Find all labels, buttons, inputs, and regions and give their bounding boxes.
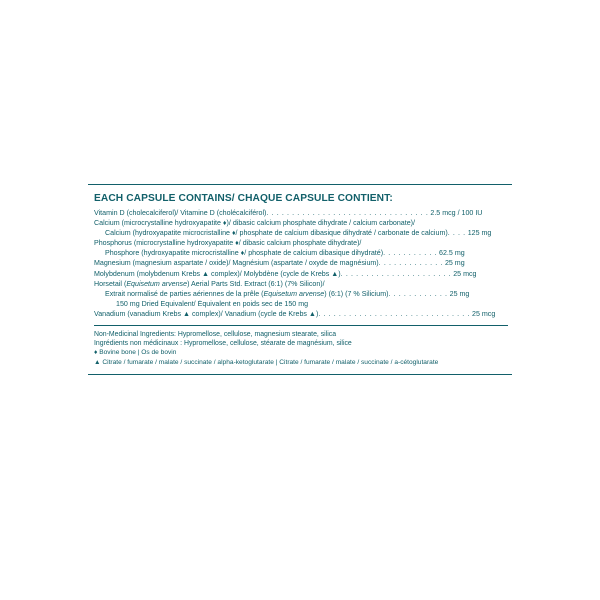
ingredient-amount: 25 mcg xyxy=(472,309,496,318)
ingredient-name: Vanadium (vanadium Krebs ▲ complex)/ Vanadium (cycle de Krebs ▲) xyxy=(94,309,319,318)
ingredient-amount: 25 mg xyxy=(449,289,470,298)
ingredient-name: Molybdenum (molybdenum Krebs ▲ complex)/ Molybdène (cycle de Krebs ▲) xyxy=(94,269,341,278)
panel-title: EACH CAPSULE CONTAINS/ CHAQUE CAPSULE CONTIENT: xyxy=(94,193,393,204)
ingredient-name: Calcium (microcrystalline hydroxyapatite ♦)/ dibasic calcium phosphate dihydrate / calcium carbonate)/ xyxy=(94,219,416,228)
section-divider xyxy=(94,325,508,326)
ingredient-name: Phosphorus (microcrystalline hydroxyapatite ♦/ dibasic calcium phosphate dihydrate)/ xyxy=(94,239,362,248)
ingredient-amount: 62.5 mg xyxy=(439,249,465,258)
diamond-footnote: ♦ Bovine bone | Os de bovin xyxy=(94,349,177,357)
leader-dots: . . . . . . . . . . . . . . . . . . . . . . xyxy=(340,269,452,278)
ingredient-row xyxy=(94,259,508,269)
ingredient-row xyxy=(94,290,508,300)
leader-dots: . . . . . . . . . . . . . . . . . . . . . . . . . . . . . . . . xyxy=(266,209,429,217)
leader-dots: . . . . . . . . . . . . . . . . . . . . . . . . . . . . . . xyxy=(318,309,471,318)
ingredient-row xyxy=(94,300,508,310)
leader-dots: . . . . . . . . . . . . xyxy=(388,289,448,298)
ingredient-name: Calcium (hydroxyapatite microcristalline ♦/ phosphate de calcium dibasique dihydraté / carbonate de calcium) xyxy=(105,229,448,238)
non-medicinal-ingredients-fr: Ingrédients non médicinaux : Hypromellose, cellulose, stéarate de magnésium, silice xyxy=(94,339,352,347)
ingredient-row xyxy=(94,280,508,290)
ingredient-rows xyxy=(94,209,508,320)
ingredient-row xyxy=(94,219,508,229)
ingredient-row xyxy=(94,209,508,219)
ingredient-row xyxy=(94,239,508,249)
leader-dots: . . . . . . . . . . . . . xyxy=(378,259,443,268)
non-medicinal-ingredients-en: Non-Medicinal Ingredients: Hypromellose, cellulose, magnesium stearate, silica xyxy=(94,330,337,338)
ingredient-row xyxy=(94,249,508,259)
ingredient-amount: 125 mg xyxy=(467,229,492,238)
leader-dots: . . . . xyxy=(447,229,466,238)
ingredient-name: Magnesium (magnesium aspartate / oxide)/ Magnésium (aspartate / oxyde de magnésium) xyxy=(94,259,379,268)
ingredient-name: Extrait normalisé de parties aériennes de la prêle (Equisetum arvense) (6:1) (7 % Silicium) xyxy=(105,289,389,298)
ingredient-row xyxy=(94,229,508,239)
ingredient-name: Phosphore (hydroxyapatite microcristalline ♦/ phosphate de calcium dibasique dihydraté) xyxy=(105,249,384,258)
leader-dots: . . . . . . . . . . . xyxy=(383,249,438,258)
footnotes xyxy=(94,330,508,368)
ingredient-name: Vitamin D (cholecalciferol)/ Vitamine D (cholécalciférol) xyxy=(94,209,267,217)
ingredient-row xyxy=(94,270,508,280)
ingredient-amount: 2.5 mcg / 100 IU xyxy=(430,209,483,217)
ingredient-amount: 25 mcg xyxy=(453,269,477,278)
triangle-footnote: ▲ Citrate / fumarate / malate / succinate / alpha-ketoglutarate | Citrate / fumarate / malate / succinate / a-cétoglutarate xyxy=(94,358,439,366)
ingredient-amount: 25 mg xyxy=(444,259,465,268)
ingredient-row xyxy=(94,310,508,320)
supplement-panel xyxy=(88,184,512,375)
ingredient-name: 150 mg Dried Equivalent/ Équivalent en poids sec de 150 mg xyxy=(116,299,309,308)
ingredient-name: Horsetail (Equisetum arvense) Aerial Parts Std. Extract (6:1) (7% Silicon)/ xyxy=(94,279,325,288)
